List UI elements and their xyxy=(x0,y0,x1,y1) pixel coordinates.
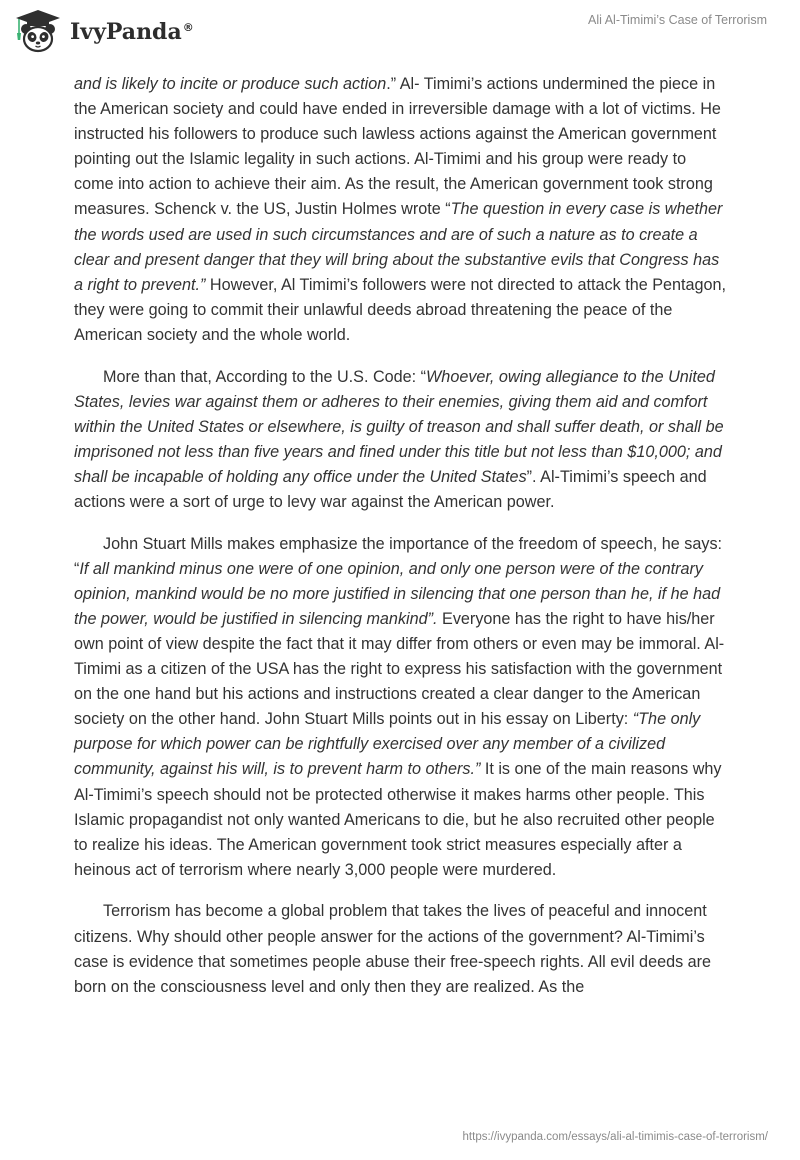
document-title: Ali Al-Timimi’s Case of Terrorism xyxy=(588,13,767,27)
text-segment: ”. Al-Timimi’s speech and actions were a sort of urge to levy war against the American power. xyxy=(74,467,707,511)
text-segment: .” Al- Timimi’s actions undermined the piece in the American society and could have ended in irreversible damage with a lot of victims. He instructed his followers to produce such lawless actions against the American government pointing out the Islamic legality in such actions. Al-Timimi and his group were ready to come into action to achieve their aim. As the result, the American government took strong measures. Schenck v. the US, Justin Holmes wrote “ xyxy=(74,75,721,219)
paragraph xyxy=(74,899,730,999)
text-segment: More than that, According to the U.S. Code: “ xyxy=(103,367,427,386)
panda-graduation-cap-icon xyxy=(14,9,62,53)
text-segment: However, Al Timimi’s followers were not directed to attack the Pentagon, they were going to commit their unlawful deeds abroad threatening the peace of the American society and the whole world. xyxy=(74,275,727,344)
paragraph xyxy=(74,532,730,883)
brand-name: IvyPanda® xyxy=(70,19,194,45)
source-url[interactable]: https://ivypanda.com/essays/ali-al-timimis-case-of-terrorism/ xyxy=(462,1131,768,1143)
page-header xyxy=(0,0,800,62)
text-segment: It is one of the main reasons why Al-Timimi’s speech should not be protected otherwise it makes harms other people. This Islamic propagandist not only wanted Americans to die, but he also recruited other people to realize his ideas. The American government took strict measures especially after a heinous act of terrorism where nearly 3,000 people were murdered. xyxy=(74,760,722,879)
text-segment: If all mankind minus one were of one opinion, and only one person were of the contrary opinion, mankind would be no more justified in silencing that one person than he, if he had the power, would be justified in silencing mankind”. xyxy=(74,559,721,628)
registered-mark: ® xyxy=(182,20,194,34)
paragraph xyxy=(74,72,730,348)
text-segment: “The only purpose for which power can be rightfully exercised over any member of a civilized community, against his will, is to prevent harm to others.” xyxy=(74,710,701,779)
text-segment: Whoever, owing allegiance to the United States, levies war against them or adheres to their enemies, giving them aid and comfort within the United States or elsewhere, is guilty of treason and shall suffer death, or shall be imprisoned not less than five years and fined under this title but not less than $10,000; and shall be incapable of holding any office under the United States xyxy=(74,367,724,486)
text-segment: Everyone has the right to have his/her own point of view despite the fact that it may differ from others or even may be immoral. Al-Timimi as a citizen of the USA has the right to express his satisfaction with the government on the one hand but his actions and instructions created a clear danger to the American society on the other hand. John Stuart Mills points out in his essay on Liberty: xyxy=(74,609,725,729)
text-segment: The question in every case is whether the words used are used in such circumstances and are of such a nature as to create a clear and present danger that they will bring about the substantive evils that Congress has a right to prevent.” xyxy=(74,200,723,294)
text-segment: John Stuart Mills makes emphasize the importance of the freedom of speech, he says: “ xyxy=(74,534,723,578)
paragraph xyxy=(74,365,730,516)
text-segment: and is likely to incite or produce such action xyxy=(74,75,387,93)
text-segment: Terrorism has become a global problem that takes the lives of peaceful and innocent citizens. Why should other people answer for the actions of the government? Al-Timimi’s case is evidence that sometimes people abuse their free-speech rights. All evil deeds are born on the consciousness level and only then they are realized. As the xyxy=(74,902,712,996)
essay-body xyxy=(74,72,730,1016)
brand-logo[interactable] xyxy=(14,9,194,53)
